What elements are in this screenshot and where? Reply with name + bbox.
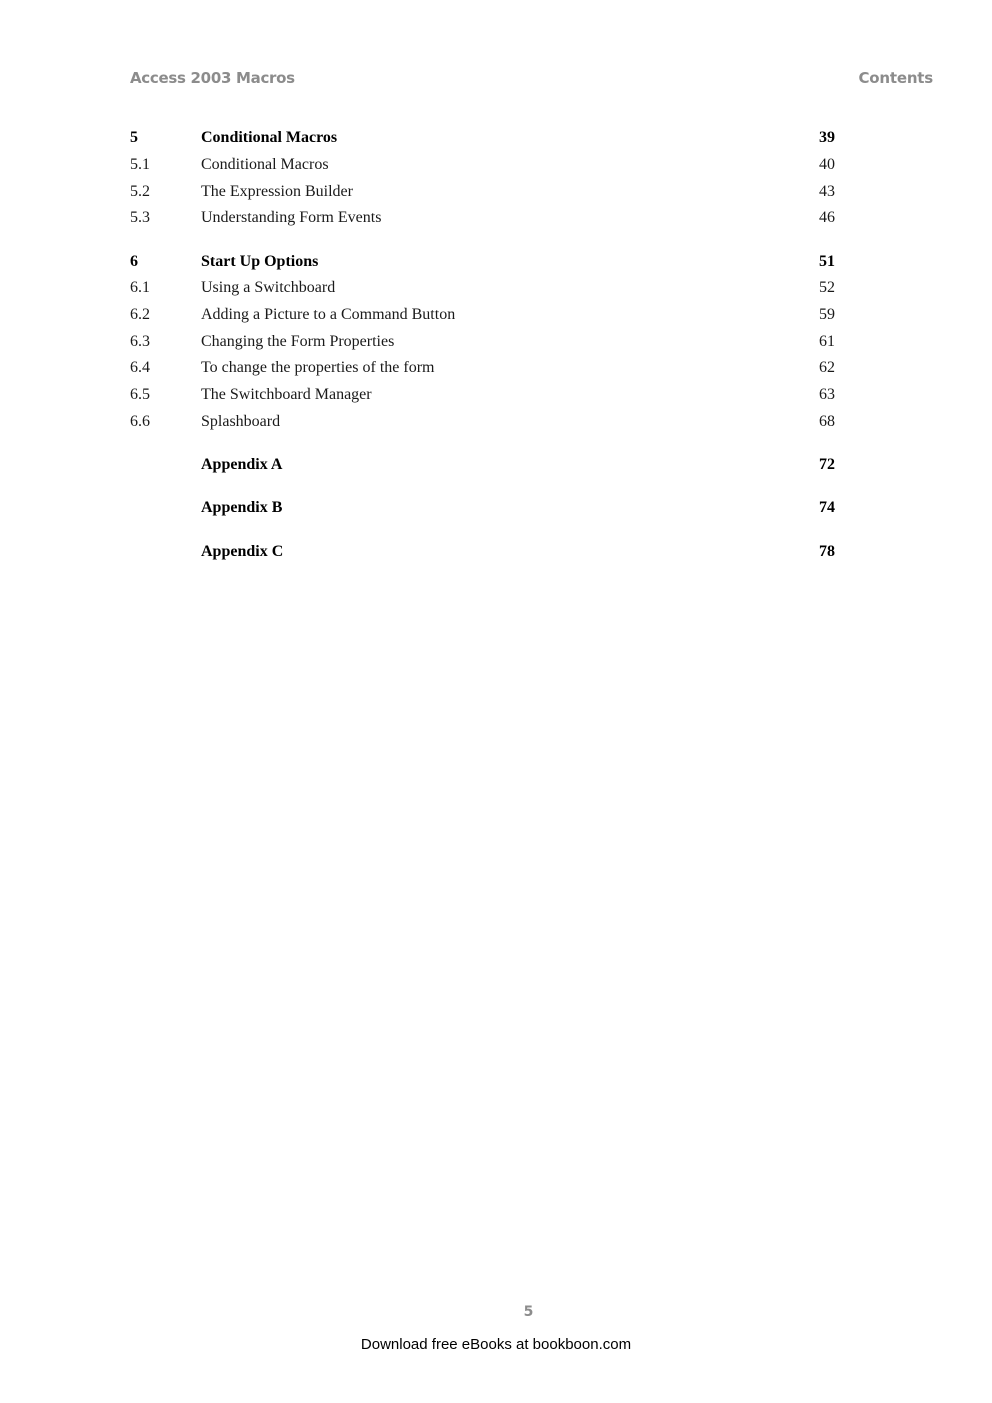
toc-entry-title: Appendix A: [201, 456, 283, 473]
toc-entry-number: 6.4: [130, 359, 150, 376]
toc-entry-number: 6.2: [130, 306, 150, 323]
toc-entry-number: 6.1: [130, 279, 150, 296]
toc-entry-number: 6: [130, 253, 138, 270]
toc-entry-title: Conditional Macros: [201, 129, 338, 146]
toc-section-entry[interactable]: [130, 306, 835, 326]
toc-entry-page: 39: [819, 129, 835, 146]
toc-entry-page: 72: [819, 456, 835, 473]
toc-section-entry[interactable]: [130, 279, 835, 299]
toc-entry-page: 78: [819, 543, 835, 560]
toc-chapter-entry[interactable]: [130, 253, 835, 273]
toc-entry-number: 6.5: [130, 386, 150, 403]
toc-entry-number: 6.3: [130, 333, 150, 350]
toc-section-entry[interactable]: [130, 183, 835, 203]
toc-entry-title: Using a Switchboard: [201, 279, 336, 296]
toc-entry-page: 46: [819, 209, 835, 226]
toc-chapter-entry[interactable]: [130, 456, 835, 476]
page-number: 5: [523, 1304, 534, 1320]
toc-entry-number: 5.1: [130, 156, 150, 173]
toc-section-entry[interactable]: [130, 156, 835, 176]
toc-entry-title: Understanding Form Events: [201, 209, 382, 226]
toc-chapter-entry[interactable]: [130, 499, 835, 519]
toc-entry-page: 61: [819, 333, 835, 350]
toc-entry-title: Changing the Form Properties: [201, 333, 395, 350]
toc-entry-title: Adding a Picture to a Command Button: [201, 306, 456, 323]
toc-entry-page: 63: [819, 386, 835, 403]
toc-entry-page: 52: [819, 279, 835, 296]
running-header-book-title: Access 2003 Macros: [130, 69, 295, 87]
toc-section-entry[interactable]: [130, 333, 835, 353]
toc-entry-title: The Expression Builder: [201, 183, 353, 200]
toc-chapter-entry[interactable]: [130, 129, 835, 149]
toc-entry-title: The Switchboard Manager: [201, 386, 372, 403]
toc-entry-number: 5.2: [130, 183, 150, 200]
toc-entry-title: Start Up Options: [201, 253, 319, 270]
toc-entry-number: 6.6: [130, 413, 150, 430]
toc-entry-page: 51: [819, 253, 835, 270]
toc-chapter-entry[interactable]: [130, 543, 835, 563]
toc-entry-page: 43: [819, 183, 835, 200]
toc-section-entry[interactable]: [130, 209, 835, 229]
toc-entry-title: Splashboard: [201, 413, 281, 430]
toc-entry-title: Conditional Macros: [201, 156, 329, 173]
toc-entry-number: 5: [130, 129, 138, 146]
toc-entry-page: 62: [819, 359, 835, 376]
toc-entry-number: 5.3: [130, 209, 150, 226]
toc-entry-title: To change the properties of the form: [201, 359, 435, 376]
running-header-section: Contents: [858, 69, 933, 87]
toc-section-entry[interactable]: [130, 359, 835, 379]
toc-entry-page: 74: [819, 499, 835, 516]
toc-entry-page: 59: [819, 306, 835, 323]
toc-section-entry[interactable]: [130, 413, 835, 433]
toc-entry-page: 40: [819, 156, 835, 173]
toc-entry-title: Appendix C: [201, 543, 284, 560]
toc-entry-title: Appendix B: [201, 499, 283, 516]
toc-entry-page: 68: [819, 413, 835, 430]
toc-section-entry[interactable]: [130, 386, 835, 406]
footer-download-link[interactable]: Download free eBooks at bookboon.com: [360, 1336, 632, 1353]
